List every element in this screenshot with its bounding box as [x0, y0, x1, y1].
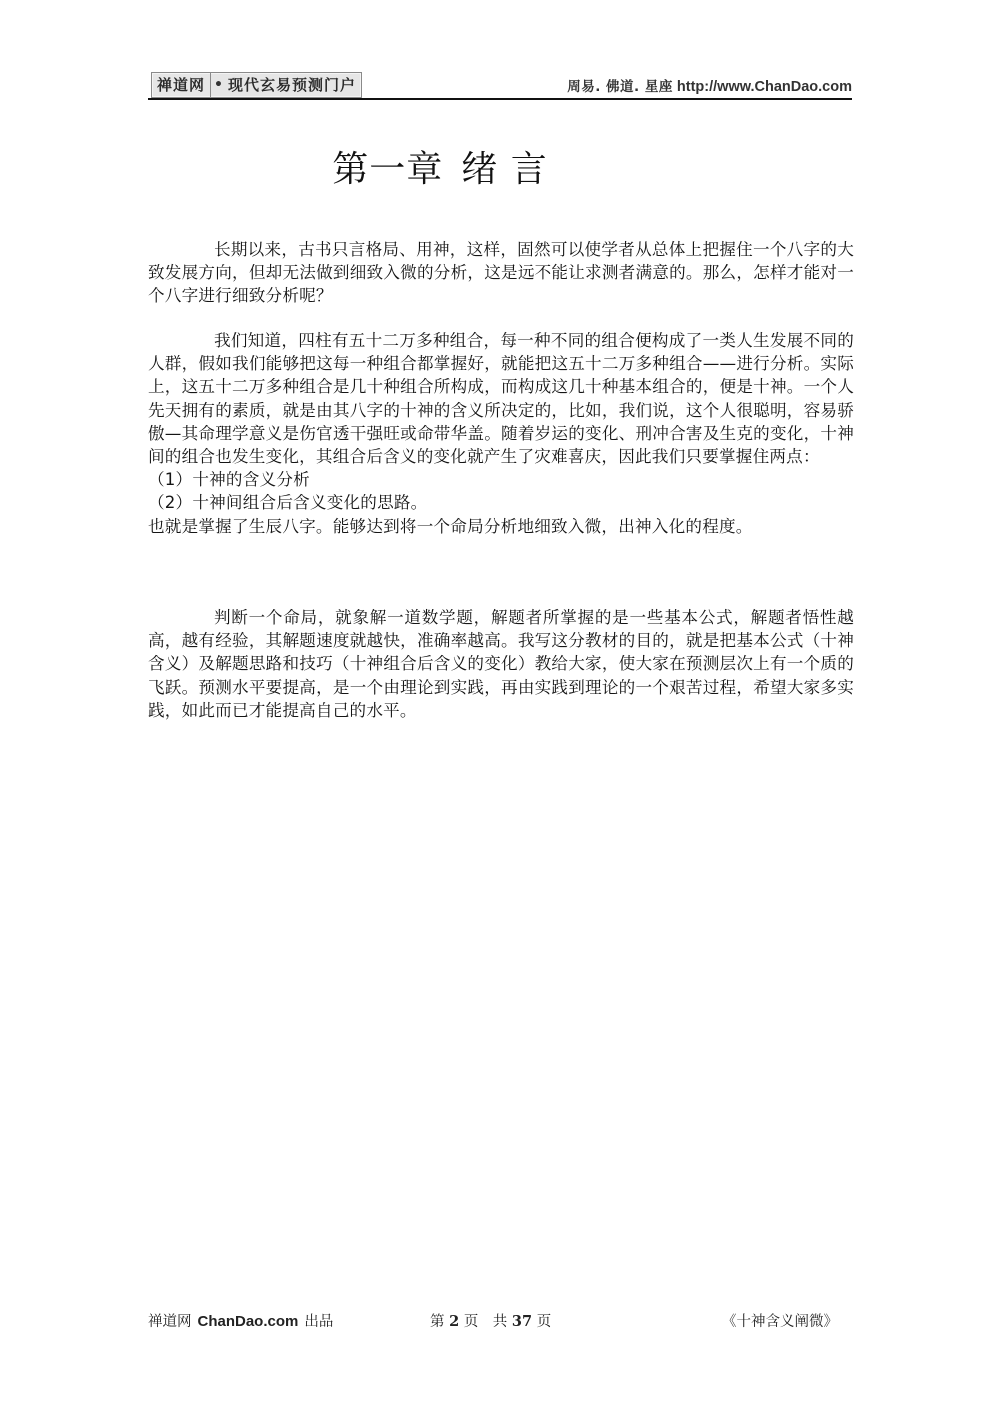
list-item-1: （1）十神的含义分析: [148, 470, 310, 490]
page-suffix: 页: [536, 1314, 552, 1330]
publisher-site: ChanDao.com: [197, 1313, 299, 1330]
paragraph-1: 长期以来，古书只言格局、用神，这样，固然可以使学者从总体上把握住一个八字的大致发展方向，但却无法做到细致入微的分析，这是远不能让求测者满意的。那么，怎样才能对一个八字进行细致分析呢？: [148, 240, 854, 306]
page-header: [148, 72, 852, 100]
header-topics: 周易. 佛道. 星座: [567, 79, 673, 95]
brand-name: 禅道网: [157, 76, 206, 94]
page-number: [430, 1310, 551, 1334]
ten-gods-section: [148, 329, 854, 538]
page-prefix: 第: [430, 1314, 445, 1330]
list-item-2: （2）十神间组合后含义变化的思路。: [148, 493, 428, 513]
header-divider: [148, 98, 852, 100]
chapter-name: 绪 言: [461, 149, 548, 191]
total-pages: 37: [511, 1313, 533, 1330]
book-title: 《十神含义阐微》: [722, 1314, 838, 1330]
paragraph-2: 我们知道，四柱有五十二万多种组合，每一种不同的组合便构成了一类人生发展不同的人群，假如我们能够把这每一种组合都掌握好，就能把这五十二万多种组合——进行分析。实际上，这五十二万多种组合是几十种组合所构成，而构成这几十种基本组合的，便是十神。一个人先天拥有的素质，就是由其八字的十神的含义所决定的，比如，我们说，这个人很聪明，容易骄傲—其命理学意义是伤官透干强旺或命带华盖。随着岁运的变化、刑冲合害及生克的变化，十神间的组合也发生变化，其组合后含义的变化就产生了灾难喜庆，因此我们只要掌握住两点：: [148, 331, 854, 467]
header-url[interactable]: http://www.ChanDao.com: [676, 79, 852, 95]
publisher-prefix: 禅道网: [148, 1314, 192, 1330]
page-mid: 页 共: [463, 1314, 508, 1330]
chapter-number: 第一章: [332, 149, 444, 191]
paragraph-3: 判断一个命局，就象解一道数学题，解题者所掌握的是一些基本公式，解题者悟性越高，越有经验，其解题速度就越快，准确率越高。我写这分教材的目的，就是把基本公式（十神含义）及解题思路和技巧（十神组合后含义的变化）教给大家，使大家在预测层次上有一个质的飞跃。预测水平要提高，是一个由理论到实践，再由实践到理论的一个艰苦过程，希望大家多实践，如此而已才能提高自己的水平。: [148, 608, 854, 720]
footer-publisher: [148, 1310, 333, 1334]
conclusion-line: 也就是掌握了生辰八字。能够达到将一个命局分析地细致入微，出神入化的程度。: [148, 516, 753, 536]
bullet-icon: •: [214, 77, 223, 93]
brand-tagline: 现代玄易预测门户: [227, 76, 356, 94]
current-page: 2: [449, 1313, 460, 1330]
intro-section: [148, 238, 854, 308]
publisher-suffix: 出品: [304, 1314, 334, 1330]
header-site-info: [567, 77, 852, 97]
method-section: [148, 606, 854, 722]
page-footer: [148, 1310, 848, 1334]
brand-banner: [151, 72, 362, 98]
chapter-title: [0, 146, 880, 194]
